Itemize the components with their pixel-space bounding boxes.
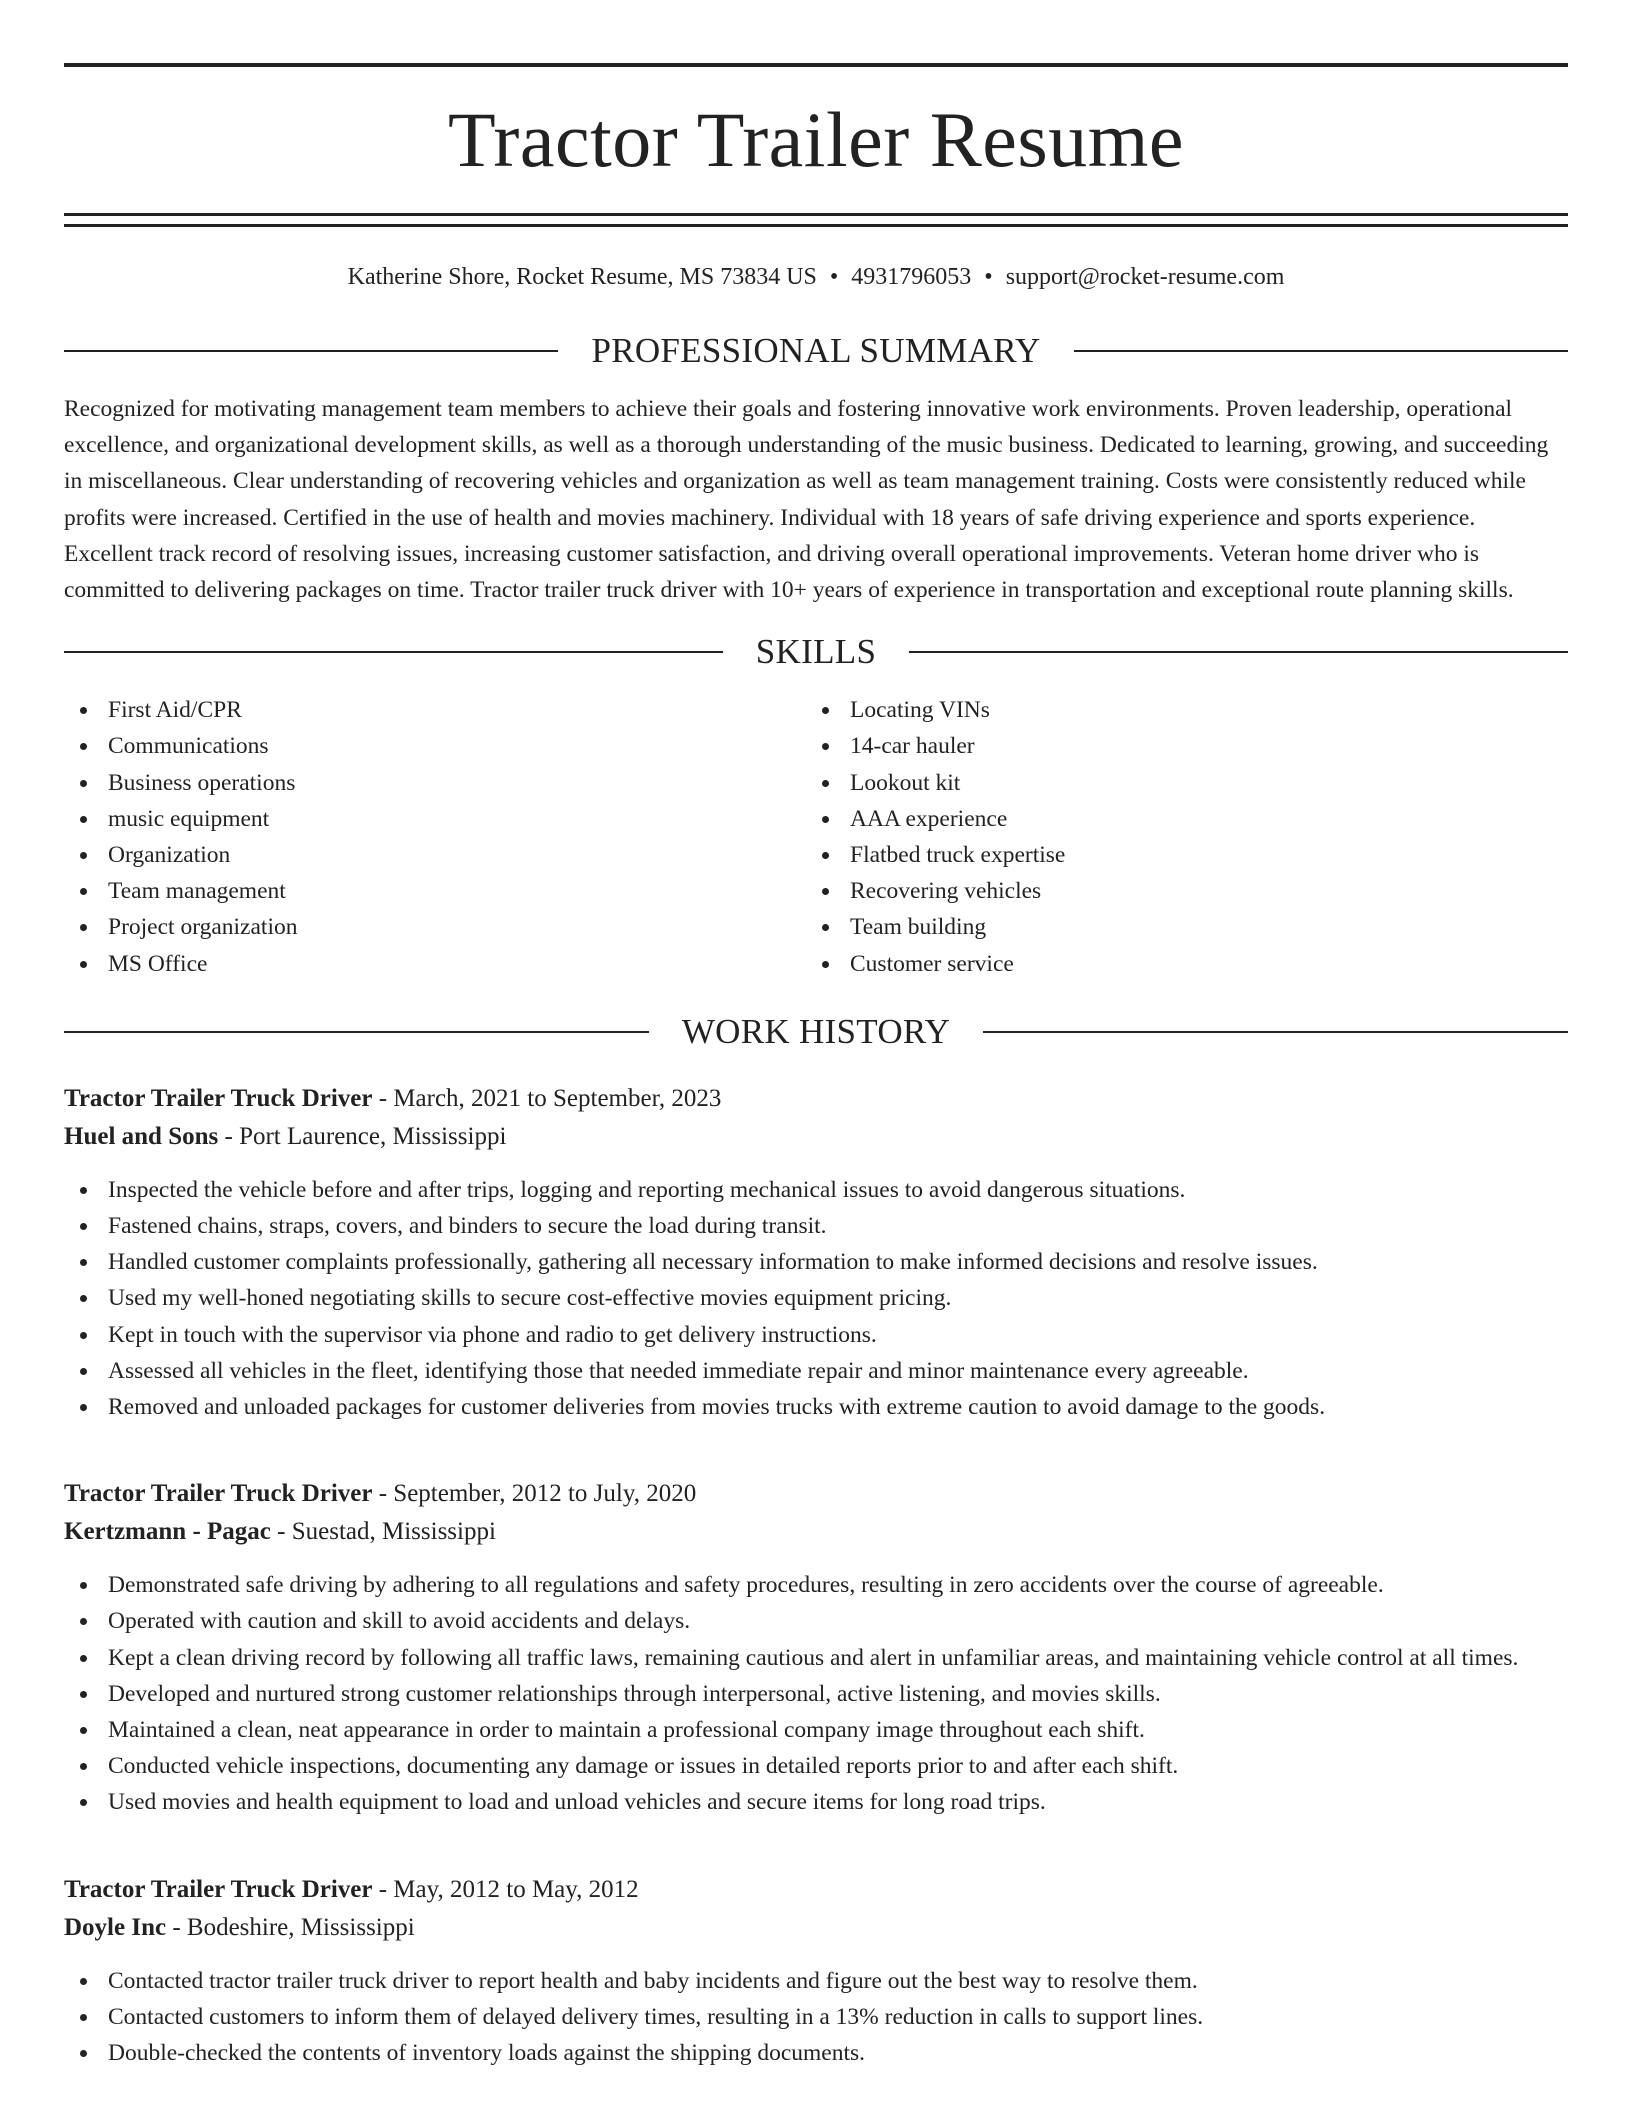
job-duty-item: Demonstrated safe driving by adhering to all regulations and safety procedures, resulting in zero accidents over the course of agreeable.	[64, 1567, 1568, 1603]
job-entry	[64, 1080, 1568, 1425]
job-title: Tractor Trailer Truck Driver	[64, 1480, 373, 1508]
skill-item: Project organization	[64, 909, 806, 945]
heading-rule-right	[909, 651, 1568, 653]
resume-title: Tractor Trailer Resume	[447, 96, 1185, 183]
skill-item: MS Office	[64, 946, 806, 982]
skill-item: AAA experience	[806, 801, 1548, 837]
skills-heading	[64, 632, 1568, 672]
contact-separator: •	[984, 264, 993, 290]
job-duty-item: Used movies and health equipment to load and unload vehicles and secure items for long road trips.	[64, 1784, 1568, 1820]
job-duty-item: Kept in touch with the supervisor via phone and radio to get delivery instructions.	[64, 1317, 1568, 1353]
job-duties-list	[64, 1963, 1568, 2072]
contact-line	[64, 263, 1568, 291]
heading-rule-left	[64, 350, 558, 352]
job-duty-item: Used my well-honed negotiating skills to secure cost-effective movies equipment pricing.	[64, 1280, 1568, 1316]
job-title-line	[64, 1475, 1568, 1513]
job-company: Kertzmann - Pagac	[64, 1518, 271, 1546]
contact-separator: •	[829, 264, 839, 290]
summary-text: Recognized for motivating management team members to achieve their goals and fostering innovative work environments. Proven leadership, operational excellence, and organizational development skills, as well as a thorough understanding of the music business. Dedicated to learning, growing, and succeeding in miscellaneous. Clear understanding of recovering vehicles and organization as well as team management training. Costs were consistently reduced while profits were increased. Certified in the use of health and movies machinery. Individual with 18 years of safe driving experience and sports experience. Excellent track record of resolving issues, increasing customer satisfaction, and driving overall operational improvements. Veteran home driver who is committed to delivering packages on time. Tractor trailer truck driver with 10+ years of experience in transportation and exceptional route planning skills.	[64, 396, 1549, 604]
job-duty-item: Contacted customers to inform them of delayed delivery times, resulting in a 13% reduction in calls to support lines.	[64, 1999, 1568, 2035]
job-title-line	[64, 1080, 1568, 1118]
heading-rule-left	[64, 651, 723, 653]
job-duty-item: Handled customer complaints professionally, gathering all necessary information to make informed decisions and resolve issues.	[64, 1244, 1568, 1280]
skills-columns	[64, 692, 1568, 982]
job-company: Huel and Sons	[64, 1122, 219, 1150]
job-location: - Bodeshire, Mississippi	[166, 1913, 415, 1941]
skill-item: Recovering vehicles	[806, 873, 1548, 909]
job-location: - Suestad, Mississippi	[270, 1518, 496, 1546]
job-duty-item: Operated with caution and skill to avoid accidents and delays.	[64, 1603, 1568, 1639]
skill-item: music equipment	[64, 801, 806, 837]
summary-heading-label: PROFESSIONAL SUMMARY	[591, 331, 1041, 370]
job-title: Tractor Trailer Truck Driver	[64, 1875, 373, 1903]
job-dates: - March, 2021 to September, 2023	[372, 1084, 722, 1112]
job-duty-item: Assessed all vehicles in the fleet, identifying those that needed immediate repair and minor maintenance every agreeable.	[64, 1353, 1568, 1389]
skill-item: Locating VINs	[806, 692, 1548, 728]
job-duty-item: Removed and unloaded packages for customer deliveries from movies trucks with extreme caution to avoid damage to the goods.	[64, 1389, 1568, 1425]
job-duty-item: Conducted vehicle inspections, documenting any damage or issues in detailed reports prior to and after each shift.	[64, 1748, 1568, 1784]
skill-item: Communications	[64, 728, 806, 764]
job-duty-item: Double-checked the contents of inventory loads against the shipping documents.	[64, 2035, 1568, 2071]
job-title: Tractor Trailer Truck Driver	[64, 1084, 373, 1112]
heading-rule-right	[983, 1031, 1568, 1033]
title-bottom-rule	[64, 213, 1568, 227]
job-entry	[64, 1871, 1568, 2072]
job-company-line	[64, 1909, 1568, 1947]
work-heading-label: WORK HISTORY	[681, 1011, 951, 1051]
work-heading	[64, 1012, 1568, 1052]
job-duties-list	[64, 1567, 1568, 1820]
skill-item: Team management	[64, 873, 806, 909]
contact-address: Katherine Shore, Rocket Resume, MS 73834 US	[347, 264, 817, 290]
skill-item: Customer service	[806, 946, 1548, 982]
job-duty-item: Inspected the vehicle before and after trips, logging and reporting mechanical issues to avoid dangerous situations.	[64, 1172, 1568, 1208]
job-dates: - September, 2012 to July, 2020	[372, 1480, 697, 1508]
job-duty-item: Kept a clean driving record by following all traffic laws, remaining cautious and alert in unfamiliar areas, and maintaining vehicle control at all times.	[64, 1640, 1568, 1676]
skill-item: 14-car hauler	[806, 728, 1548, 764]
title-top-rule	[64, 63, 1568, 67]
contact-phone: 4931796053	[851, 264, 972, 290]
skills-list-left	[64, 692, 806, 982]
job-duties-list	[64, 1172, 1568, 1425]
job-duty-item: Fastened chains, straps, covers, and binders to secure the load during transit.	[64, 1208, 1568, 1244]
skills-list-right	[806, 692, 1548, 982]
skill-item: Organization	[64, 837, 806, 873]
skill-item: Business operations	[64, 765, 806, 801]
job-entry	[64, 1475, 1568, 1820]
heading-rule-left	[64, 1031, 649, 1033]
skill-item: Lookout kit	[806, 765, 1548, 801]
job-dates: - May, 2012 to May, 2012	[372, 1875, 639, 1903]
work-history-list	[64, 1080, 1568, 2071]
heading-rule-right	[1074, 350, 1568, 352]
skill-item: Team building	[806, 909, 1548, 945]
skill-item: First Aid/CPR	[64, 692, 806, 728]
job-location: - Port Laurence, Mississippi	[218, 1122, 507, 1150]
job-duty-item: Maintained a clean, neat appearance in order to maintain a professional company image throughout each shift.	[64, 1712, 1568, 1748]
job-company-line	[64, 1513, 1568, 1551]
job-duty-item: Developed and nurtured strong customer relationships through interpersonal, active listening, and movies skills.	[64, 1676, 1568, 1712]
job-company: Doyle Inc	[64, 1913, 167, 1941]
job-duty-item: Contacted tractor trailer truck driver to report health and baby incidents and figure out the best way to resolve them.	[64, 1963, 1568, 1999]
resume-page	[64, 0, 1568, 2071]
job-title-line	[64, 1871, 1568, 1909]
job-company-line	[64, 1118, 1568, 1156]
skill-item: Flatbed truck expertise	[806, 837, 1548, 873]
summary-heading	[64, 331, 1568, 371]
skills-heading-label: SKILLS	[755, 632, 877, 672]
contact-email: support@rocket-resume.com	[1005, 264, 1285, 290]
